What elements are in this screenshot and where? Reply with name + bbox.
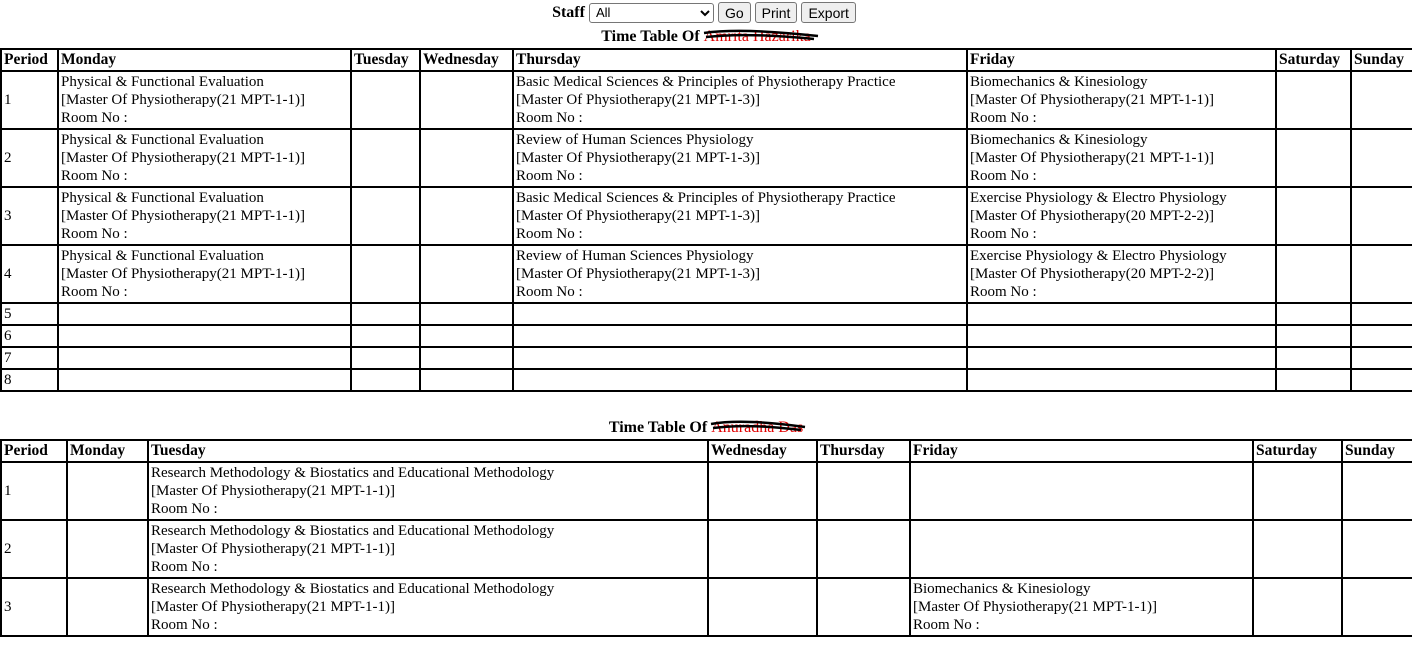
schedule-cell <box>420 325 513 347</box>
period-cell: 3 <box>1 187 58 245</box>
header-wednesday: Wednesday <box>420 49 513 71</box>
schedule-cell <box>910 462 1253 520</box>
table-header-row <box>1 49 1412 71</box>
timetable-title-prefix: Time Table Of <box>608 419 708 436</box>
timetable-table <box>0 439 1412 637</box>
schedule-cell <box>1276 347 1351 369</box>
subject-name: Review of Human Sciences Physiology <box>516 132 754 148</box>
schedule-cell <box>1351 325 1412 347</box>
period-cell: 2 <box>1 520 67 578</box>
subject-name: Research Methodology & Biostatics and Educational Methodology <box>151 523 555 539</box>
room-number: Room No : <box>516 110 583 126</box>
schedule-cell <box>910 520 1253 578</box>
table-row <box>1 462 1412 520</box>
header-sunday: Sunday <box>1351 49 1412 71</box>
schedule-cell <box>708 578 817 636</box>
schedule-cell <box>351 325 420 347</box>
subject-name: Exercise Physiology & Electro Physiology <box>970 190 1227 206</box>
staff-toolbar <box>0 0 1412 25</box>
schedule-cell <box>67 462 148 520</box>
program-batch: [Master Of Physiotherapy(21 MPT-1-3)] <box>516 150 760 166</box>
schedule-cell <box>58 245 351 303</box>
room-number: Room No : <box>61 284 128 300</box>
header-tuesday: Tuesday <box>351 49 420 71</box>
schedule-cell <box>967 187 1276 245</box>
subject-name: Biomechanics & Kinesiology <box>913 581 1091 597</box>
schedule-cell <box>1276 369 1351 391</box>
table-row <box>1 347 1412 369</box>
subject-name: Basic Medical Sciences & Principles of Physiotherapy Practice <box>516 190 896 206</box>
program-batch: [Master Of Physiotherapy(21 MPT-1-1)] <box>61 92 305 108</box>
schedule-cell <box>420 303 513 325</box>
room-number: Room No : <box>970 284 1037 300</box>
staff-name: Anuradha Das <box>711 419 804 436</box>
schedule-cell <box>351 303 420 325</box>
schedule-cell <box>420 245 513 303</box>
table-row <box>1 129 1412 187</box>
schedule-cell <box>351 245 420 303</box>
header-saturday: Saturday <box>1276 49 1351 71</box>
schedule-cell <box>1351 369 1412 391</box>
room-number: Room No : <box>516 168 583 184</box>
schedule-cell <box>967 71 1276 129</box>
schedule-cell <box>817 462 910 520</box>
schedule-cell <box>967 369 1276 391</box>
subject-name: Biomechanics & Kinesiology <box>970 132 1148 148</box>
schedule-cell <box>1276 129 1351 187</box>
period-cell: 3 <box>1 578 67 636</box>
timetable-body <box>1 462 1412 636</box>
table-spacer <box>0 392 1412 416</box>
schedule-cell <box>967 129 1276 187</box>
header-saturday: Saturday <box>1253 440 1342 462</box>
timetable-title <box>0 416 1412 439</box>
room-number: Room No : <box>151 501 218 517</box>
subject-name: Research Methodology & Biostatics and Educational Methodology <box>151 465 555 481</box>
schedule-cell <box>1351 347 1412 369</box>
schedule-cell <box>351 129 420 187</box>
staff-label: Staff <box>552 3 585 21</box>
schedule-cell <box>58 187 351 245</box>
staff-select[interactable] <box>589 3 714 23</box>
schedule-cell <box>148 520 708 578</box>
schedule-cell <box>58 129 351 187</box>
table-row <box>1 369 1412 391</box>
schedule-cell <box>910 578 1253 636</box>
schedule-cell <box>420 129 513 187</box>
room-number: Room No : <box>970 226 1037 242</box>
schedule-cell <box>351 347 420 369</box>
table-row <box>1 71 1412 129</box>
schedule-cell <box>708 462 817 520</box>
schedule-cell <box>58 71 351 129</box>
header-wednesday: Wednesday <box>708 440 817 462</box>
schedule-cell <box>1351 303 1412 325</box>
room-number: Room No : <box>151 617 218 633</box>
period-cell: 2 <box>1 129 58 187</box>
program-batch: [Master Of Physiotherapy(20 MPT-2-2)] <box>970 208 1214 224</box>
subject-name: Biomechanics & Kinesiology <box>970 74 1148 90</box>
export-button[interactable]: Export <box>801 2 855 23</box>
subject-name: Physical & Functional Evaluation <box>61 132 264 148</box>
program-batch: [Master Of Physiotherapy(21 MPT-1-1)] <box>61 266 305 282</box>
room-number: Room No : <box>970 110 1037 126</box>
period-cell: 4 <box>1 245 58 303</box>
schedule-cell <box>1342 578 1412 636</box>
table-row <box>1 187 1412 245</box>
program-batch: [Master Of Physiotherapy(21 MPT-1-1)] <box>151 599 395 615</box>
schedule-cell <box>351 187 420 245</box>
print-button[interactable]: Print <box>755 2 798 23</box>
program-batch: [Master Of Physiotherapy(21 MPT-1-1)] <box>970 150 1214 166</box>
header-period: Period <box>1 49 58 71</box>
schedule-cell <box>817 578 910 636</box>
table-row <box>1 245 1412 303</box>
schedule-cell <box>1253 520 1342 578</box>
staff-name-redacted <box>704 25 811 48</box>
redaction-scribble-icon <box>709 418 807 434</box>
redaction-scribble-icon <box>702 27 820 43</box>
schedule-cell <box>420 347 513 369</box>
timetable-table <box>0 48 1412 392</box>
schedule-cell <box>1351 71 1412 129</box>
schedule-cell <box>58 325 351 347</box>
schedule-cell <box>513 303 967 325</box>
room-number: Room No : <box>61 110 128 126</box>
table-row <box>1 520 1412 578</box>
schedule-cell <box>967 245 1276 303</box>
period-cell: 6 <box>1 325 58 347</box>
schedule-cell <box>1351 129 1412 187</box>
timetable-title-prefix: Time Table Of <box>601 28 700 45</box>
schedule-cell <box>1276 303 1351 325</box>
schedule-cell <box>1253 462 1342 520</box>
program-batch: [Master Of Physiotherapy(21 MPT-1-1)] <box>61 208 305 224</box>
header-tuesday: Tuesday <box>148 440 708 462</box>
schedule-cell <box>967 347 1276 369</box>
staff-name: Amrita Hazarika <box>703 28 811 45</box>
go-button[interactable]: Go <box>718 2 751 23</box>
schedule-cell <box>513 325 967 347</box>
period-cell: 1 <box>1 462 67 520</box>
program-batch: [Master Of Physiotherapy(20 MPT-2-2)] <box>970 266 1214 282</box>
schedule-cell <box>58 369 351 391</box>
schedule-cell <box>351 369 420 391</box>
subject-name: Review of Human Sciences Physiology <box>516 248 754 264</box>
schedule-cell <box>513 71 967 129</box>
schedule-cell <box>1276 71 1351 129</box>
period-cell: 7 <box>1 347 58 369</box>
schedule-cell <box>967 303 1276 325</box>
period-cell: 8 <box>1 369 58 391</box>
schedule-cell <box>420 187 513 245</box>
schedule-cell <box>351 71 420 129</box>
table-row <box>1 578 1412 636</box>
schedule-cell <box>1276 245 1351 303</box>
schedule-cell <box>967 325 1276 347</box>
program-batch: [Master Of Physiotherapy(21 MPT-1-3)] <box>516 92 760 108</box>
program-batch: [Master Of Physiotherapy(21 MPT-1-1)] <box>151 541 395 557</box>
schedule-cell <box>67 578 148 636</box>
schedule-cell <box>513 347 967 369</box>
schedule-cell <box>420 369 513 391</box>
schedule-cell <box>1253 578 1342 636</box>
header-sunday: Sunday <box>1342 440 1412 462</box>
schedule-cell <box>513 245 967 303</box>
program-batch: [Master Of Physiotherapy(21 MPT-1-1)] <box>913 599 1157 615</box>
room-number: Room No : <box>913 617 980 633</box>
schedule-cell <box>513 187 967 245</box>
schedule-cell <box>58 303 351 325</box>
subject-name: Physical & Functional Evaluation <box>61 248 264 264</box>
program-batch: [Master Of Physiotherapy(21 MPT-1-3)] <box>516 208 760 224</box>
room-number: Room No : <box>61 168 128 184</box>
schedule-cell <box>513 129 967 187</box>
schedule-cell <box>420 71 513 129</box>
room-number: Room No : <box>970 168 1037 184</box>
program-batch: [Master Of Physiotherapy(21 MPT-1-1)] <box>61 150 305 166</box>
schedule-cell <box>58 347 351 369</box>
schedule-cell <box>708 520 817 578</box>
period-cell: 1 <box>1 71 58 129</box>
staff-name-redacted <box>711 416 803 439</box>
subject-name: Basic Medical Sciences & Principles of Physiotherapy Practice <box>516 74 896 90</box>
program-batch: [Master Of Physiotherapy(21 MPT-1-1)] <box>970 92 1214 108</box>
subject-name: Physical & Functional Evaluation <box>61 74 264 90</box>
table-row <box>1 303 1412 325</box>
table-row <box>1 325 1412 347</box>
room-number: Room No : <box>516 284 583 300</box>
room-number: Room No : <box>516 226 583 242</box>
timetable-title <box>0 25 1412 48</box>
header-friday: Friday <box>910 440 1253 462</box>
schedule-cell <box>1276 187 1351 245</box>
header-period: Period <box>1 440 67 462</box>
schedule-cell <box>1276 325 1351 347</box>
schedule-cell <box>148 578 708 636</box>
header-thursday: Thursday <box>817 440 910 462</box>
period-cell: 5 <box>1 303 58 325</box>
schedule-cell <box>148 462 708 520</box>
schedule-cell <box>1342 462 1412 520</box>
header-friday: Friday <box>967 49 1276 71</box>
program-batch: [Master Of Physiotherapy(21 MPT-1-3)] <box>516 266 760 282</box>
room-number: Room No : <box>61 226 128 242</box>
header-monday: Monday <box>58 49 351 71</box>
header-thursday: Thursday <box>513 49 967 71</box>
header-monday: Monday <box>67 440 148 462</box>
subject-name: Research Methodology & Biostatics and Educational Methodology <box>151 581 555 597</box>
schedule-cell <box>1351 245 1412 303</box>
schedule-cell <box>817 520 910 578</box>
schedule-cell <box>513 369 967 391</box>
room-number: Room No : <box>151 559 218 575</box>
program-batch: [Master Of Physiotherapy(21 MPT-1-1)] <box>151 483 395 499</box>
schedule-cell <box>1342 520 1412 578</box>
subject-name: Physical & Functional Evaluation <box>61 190 264 206</box>
table-header-row <box>1 440 1412 462</box>
subject-name: Exercise Physiology & Electro Physiology <box>970 248 1227 264</box>
schedule-cell <box>1351 187 1412 245</box>
timetable-body <box>1 71 1412 391</box>
schedule-cell <box>67 520 148 578</box>
